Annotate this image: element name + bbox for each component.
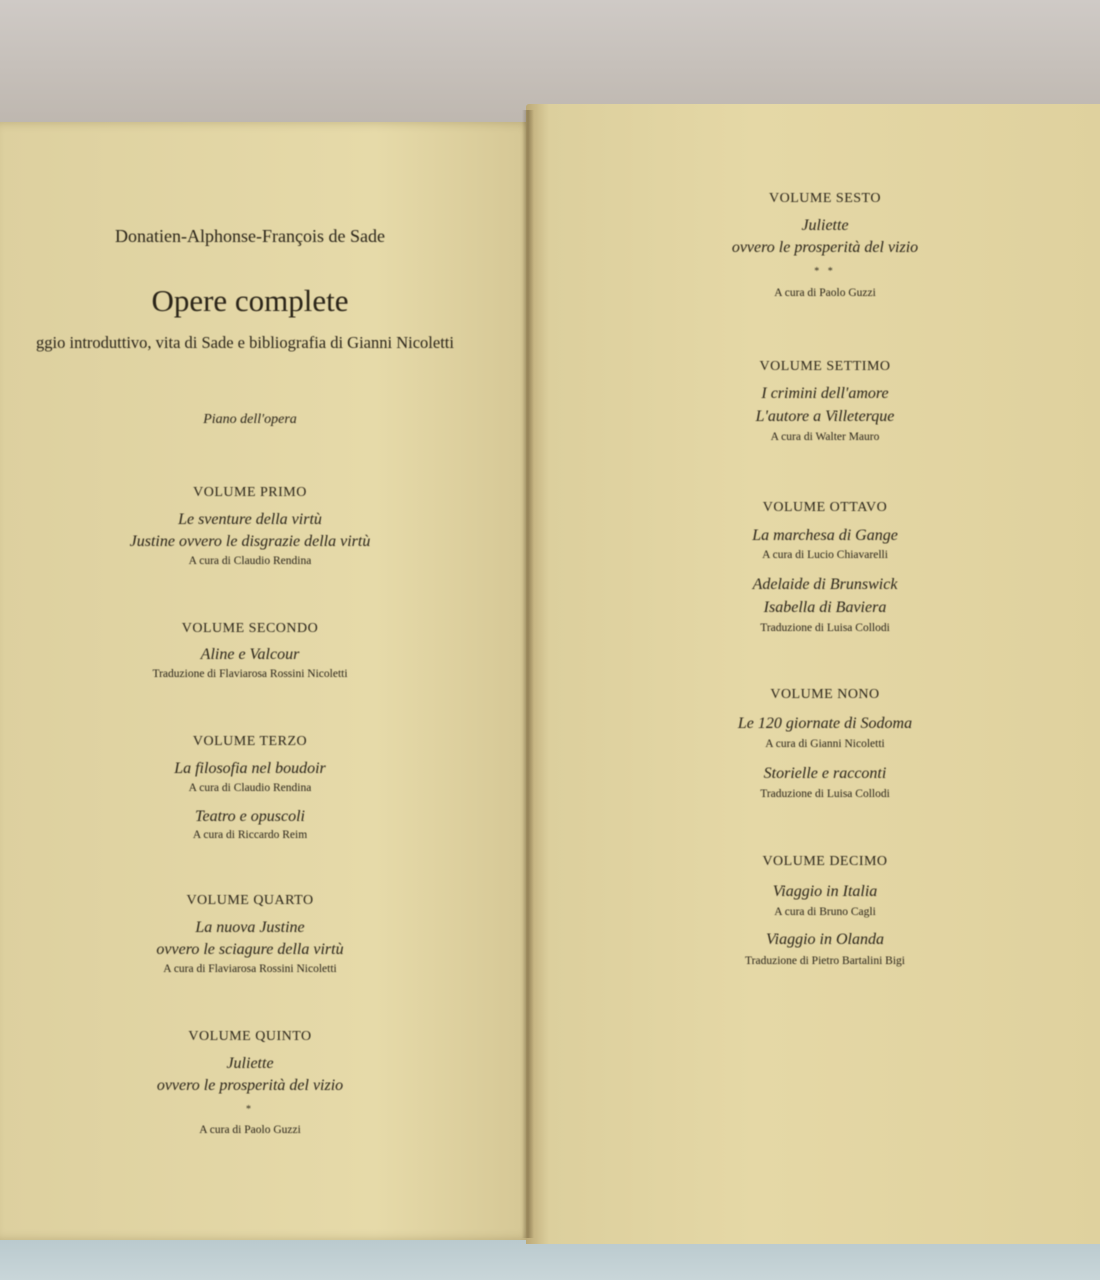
work-title: I crimini dell'amore (761, 385, 889, 402)
book-gutter (522, 110, 534, 1238)
work-credit: A cura di Gianni Nicoletti (765, 738, 885, 750)
work-credit: Traduzione di Luisa Collodi (760, 622, 890, 634)
work-title: Juliette (226, 1055, 274, 1072)
work-title: Justine ovvero le disgrazie della virtù (129, 533, 371, 550)
work-credit: A cura di Claudio Rendina (188, 555, 312, 567)
work-title: Adelaide di Brunswick (752, 576, 898, 593)
work-credit: A cura di Paolo Guzzi (774, 287, 876, 299)
work-credit: A cura di Flaviarosa Rossini Nicoletti (163, 963, 337, 975)
work-title: La nuova Justine (195, 919, 305, 936)
work-title: Teatro e opuscoli (195, 808, 305, 825)
volume-heading: VOLUME PRIMO (193, 485, 307, 500)
work-credit: A cura di Walter Mauro (770, 431, 880, 443)
work-title: Juliette (801, 217, 849, 234)
book-subtitle: ggio introduttivo, vita di Sade e bibliografia di Gianni Nicoletti (36, 333, 454, 352)
work-credit: A cura di Paolo Guzzi (199, 1124, 301, 1136)
book-title: Opere complete (151, 283, 349, 318)
volume-heading: VOLUME TERZO (192, 734, 308, 749)
work-title: L'autore a Villeterque (755, 408, 895, 425)
work-title: ovvero le prosperità del vizio (156, 1077, 344, 1094)
work-credit: Traduzione di Pietro Bartalini Bigi (745, 955, 905, 967)
work-title: Storielle e racconti (763, 765, 887, 782)
work-credit: A cura di Bruno Cagli (774, 906, 876, 918)
work-title: Viaggio in Olanda (766, 931, 884, 948)
part-marker: * (246, 1104, 254, 1115)
volume-heading: VOLUME SECONDO (181, 621, 319, 636)
work-credit: A cura di Lucio Chiavarelli (762, 549, 888, 561)
work-title: Le 120 giornate di Sodoma (737, 715, 913, 732)
volume-heading: VOLUME QUARTO (186, 893, 314, 908)
work-title: Aline e Valcour (200, 646, 300, 663)
work-credit: Traduzione di Luisa Collodi (760, 788, 890, 800)
work-credit: A cura di Claudio Rendina (188, 782, 312, 794)
volume-heading: VOLUME OTTAVO (762, 500, 888, 515)
volume-heading: VOLUME NONO (770, 687, 880, 702)
volume-heading: VOLUME DECIMO (762, 854, 888, 869)
work-title: La filosofia nel boudoir (174, 760, 326, 777)
volume-heading: VOLUME SESTO (769, 191, 881, 206)
work-credit: A cura di Riccardo Reim (192, 829, 308, 841)
work-title: Isabella di Baviera (763, 599, 887, 616)
part-marker: * * (814, 266, 836, 277)
work-title: ovvero le sciagure della virtù (156, 941, 344, 958)
work-title: Le sventure della virtù (178, 511, 322, 528)
volume-heading: VOLUME QUINTO (188, 1029, 312, 1044)
work-title: La marchesa di Gange (752, 527, 898, 544)
author-name: Donatien-Alphonse-François de Sade (115, 226, 385, 246)
volume-heading: VOLUME SETTIMO (759, 359, 891, 374)
work-credit: Traduzione di Flaviarosa Rossini Nicoletti (152, 668, 348, 680)
plan-label: Piano dell'opera (203, 412, 297, 427)
work-title: ovvero le prosperità del vizio (731, 239, 919, 256)
work-title: Viaggio in Italia (772, 883, 878, 900)
